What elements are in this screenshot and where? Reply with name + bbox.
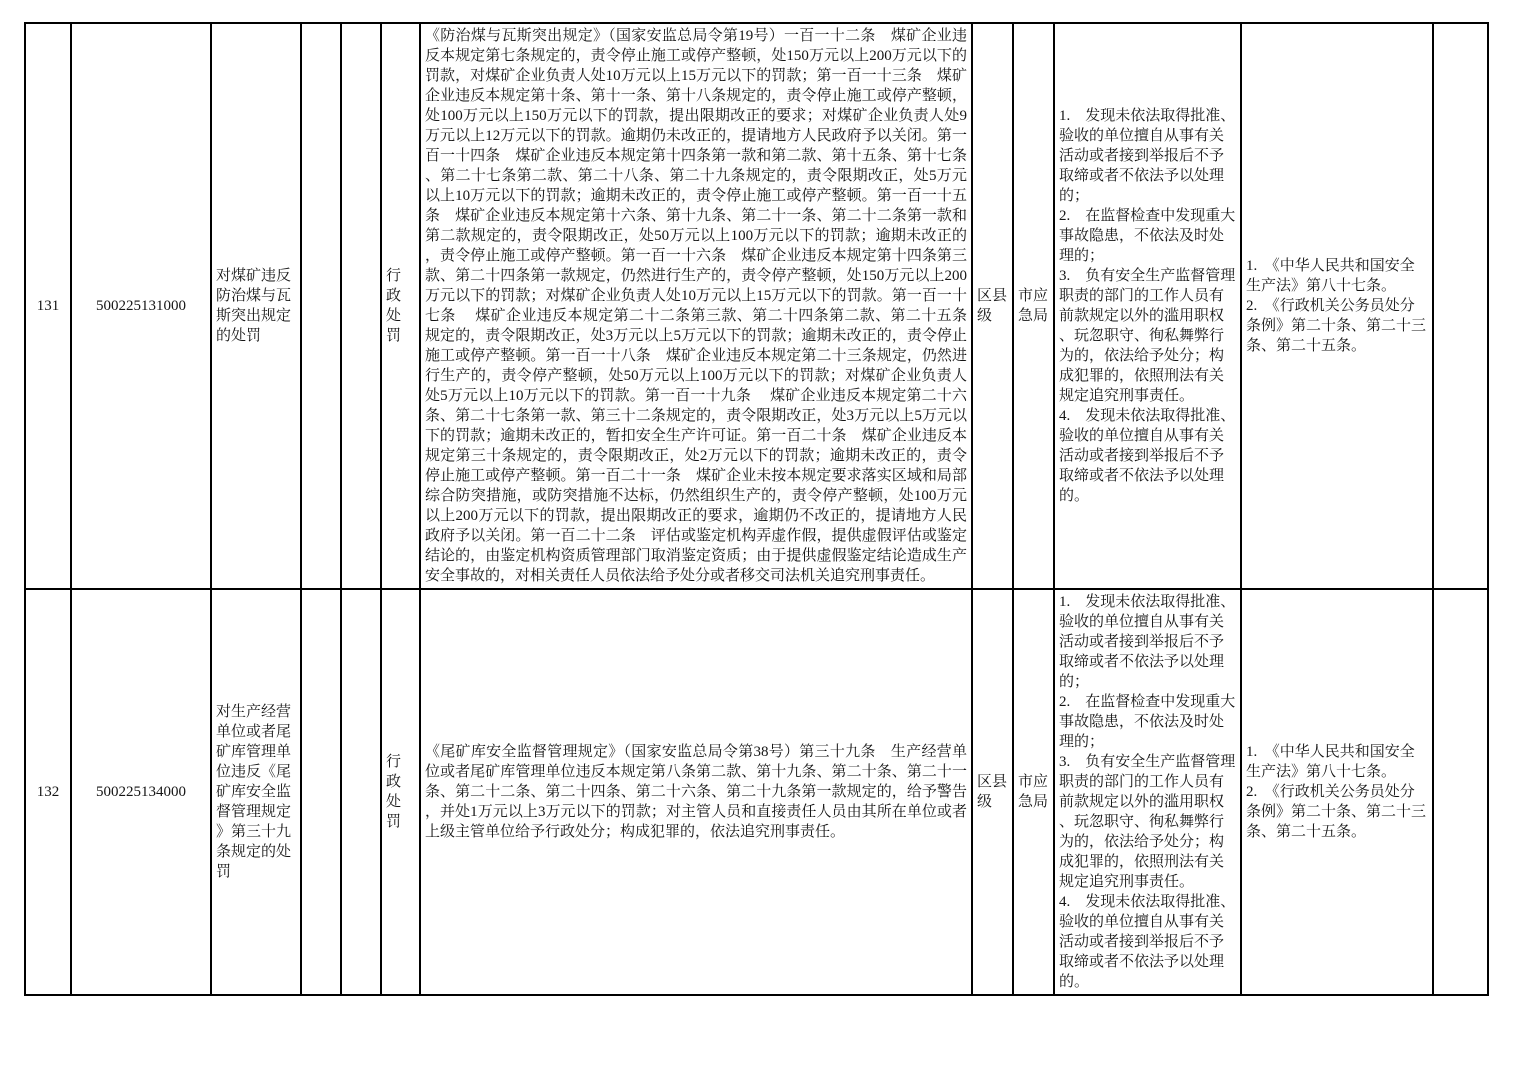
table-row [25,589,1488,995]
cell-item-code: 500225134000 [71,589,211,995]
cell-empty [341,589,381,995]
supervision-item: 2. 在监督检查中发现重大事故隐患，不依法及时处理的； [1059,208,1236,264]
cell-implementation-level: 区县级 [972,23,1013,589]
cell-item-name: 对生产经营单位或者尾矿库管理单位违反《尾矿库安全监督管理规定》第三十九条规定的处罚 [211,589,301,995]
document-sheet [24,22,1489,996]
cell-supervision-items [1054,589,1241,995]
supervision-item: 2. 在监督检查中发现重大事故隐患，不依法及时处理的； [1059,694,1236,750]
supervision-item: 4. 发现未依法取得批准、验收的单位擅自从事有关活动或者接到举报后不予取缔或者不依法予以处理的。 [1059,894,1236,990]
cell-seq-number: 131 [25,23,71,589]
supervision-item: 1. 发现未依法取得批准、验收的单位擅自从事有关活动或者接到举报后不予取缔或者不依法予以处理的； [1059,108,1236,204]
cell-penalty-type: 行政处罚 [381,589,420,995]
cell-item-code: 500225131000 [71,23,211,589]
supervision-item: 3. 负有安全生产监督管理职责的部门的工作人员有前款规定以外的滥用职权、玩忽职守、徇私舞弊行为的，依法给予处分；构成犯罪的，依照刑法有关规定追究刑事责任。 [1059,754,1236,890]
cell-supervision-items [1054,23,1241,589]
cell-item-name: 对煤矿违反防治煤与瓦斯突出规定的处罚 [211,23,301,589]
cell-department: 市应急局 [1013,589,1054,995]
cell-legal-basis-text: 《防治煤与瓦斯突出规定》（国家安监总局令第19号）一百一十二条 煤矿企业违反本规定第七条规定的，责令停止施工或停产整顿，处150万元以上200万元以下的罚款，对煤矿企业负责人处10万元以上15万元以下的罚款；第一百一十三条 煤矿企业违反本规定第十条、第十一条、第十八条规定的，责令停止施工或停产整顿，处100万元以上150万元以下的罚款，提出限期改正的要求；对煤矿企业负责人处9万元以上12万元以下的罚款。逾期仍未改正的，提请地方人民政府予以关闭。第一百一十四条 煤矿企业违反本规定第十四条第一款和第二款、第十五条、第十七条、第二十七条第二款、第二十八条、第二十九条规定的，责令限期改正，处5万元以上10万元以下的罚款；逾期未改正的，责令停止施工或停产整顿。第一百一十五条 煤矿企业违反本规定第十六条、第十九条、第二十一条、第二十二条第一款和第二款规定的，责令限期改正，处50万元以上100万元以下的罚款；逾期未改正的，责令停止施工或停产整顿。第一百一十六条 煤矿企业违反本规定第十四条第三款、第二十四条第一款规定，仍然进行生产的，责令停产整顿，处150万元以上200万元以下的罚款；对煤矿企业负责人处10万元以上15万元以下的罚款。第一百一十七条 煤矿企业违反本规定第二十二条第三款、第二十四条第二款、第二十五条规定的，责令限期改正，处3万元以上5万元以下的罚款；逾期未改正的，责令停止施工或停产整顿。第一百一十八条 煤矿企业违反本规定第二十三条规定，仍然进行生产的，责令停产整顿，处50万元以上100万元以下的罚款；对煤矿企业负责人处5万元以上10万元以下的罚款。第一百一十九条 煤矿企业违反本规定第二十六条、第二十七条第一款、第三十二条规定的，责令限期改正，处3万元以上5万元以下的罚款；逾期未改正的，暂扣安全生产许可证。第一百二十条 煤矿企业违反本规定第三十条规定的，责令限期改正，处2万元以下的罚款；逾期未改正的，责令停止施工或停产整顿。第一百二十一条 煤矿企业未按本规定要求落实区域和局部综合防突措施，或防突措施不达标，仍然组织生产的，责令停产整顿，处100万元以上200万元以下的罚款，提出限期改正的要求，逾期仍不改正的，提请地方人民政府予以关闭。第一百二十二条 评估或鉴定机构弄虚作假，提供虚假评估或鉴定结论的，由鉴定机构资质管理部门取消鉴定资质；由于提供虚假鉴定结论造成生产安全事故的，对相关责任人员依法给予处分或者移交司法机关追究刑事责任。 [420,23,972,589]
supervision-item: 4. 发现未依法取得批准、验收的单位擅自从事有关活动或者接到举报后不予取缔或者不依法予以处理的。 [1059,408,1236,504]
legal-reference-item: 2. 《行政机关公务员处分条例》第二十条、第二十三条、第二十五条。 [1246,784,1427,840]
cell-implementation-level: 区县级 [972,589,1013,995]
supervision-item: 1. 发现未依法取得批准、验收的单位擅自从事有关活动或者接到举报后不予取缔或者不依法予以处理的； [1059,594,1236,690]
cell-seq-number: 132 [25,589,71,995]
legal-reference-item: 2. 《行政机关公务员处分条例》第二十条、第二十三条、第二十五条。 [1246,298,1427,354]
cell-empty [341,23,381,589]
penalty-table [24,22,1489,996]
legal-reference-item: 1. 《中华人民共和国安全生产法》第八十七条。 [1246,258,1415,294]
legal-reference-item: 1. 《中华人民共和国安全生产法》第八十七条。 [1246,744,1415,780]
cell-remark [1433,589,1488,995]
cell-remark [1433,23,1488,589]
table-row [25,23,1488,589]
cell-legal-basis-text: 《尾矿库安全监督管理规定》（国家安监总局令第38号）第三十九条 生产经营单位或者尾矿库管理单位违反本规定第八条第二款、第十九条、第二十条、第二十一条、第二十二条、第二十四条、第二十六条、第二十九条第一款规定的，给予警告，并处1万元以上3万元以下的罚款；对主管人员和直接责任人员由其所在单位或者上级主管单位给予行政处分；构成犯罪的，依法追究刑事责任。 [420,589,972,995]
cell-empty [301,589,341,995]
cell-empty [301,23,341,589]
cell-legal-references [1241,23,1433,589]
cell-penalty-type: 行政处罚 [381,23,420,589]
cell-department: 市应急局 [1013,23,1054,589]
cell-legal-references [1241,589,1433,995]
supervision-item: 3. 负有安全生产监督管理职责的部门的工作人员有前款规定以外的滥用职权、玩忽职守、徇私舞弊行为的，依法给予处分；构成犯罪的，依照刑法有关规定追究刑事责任。 [1059,268,1236,404]
